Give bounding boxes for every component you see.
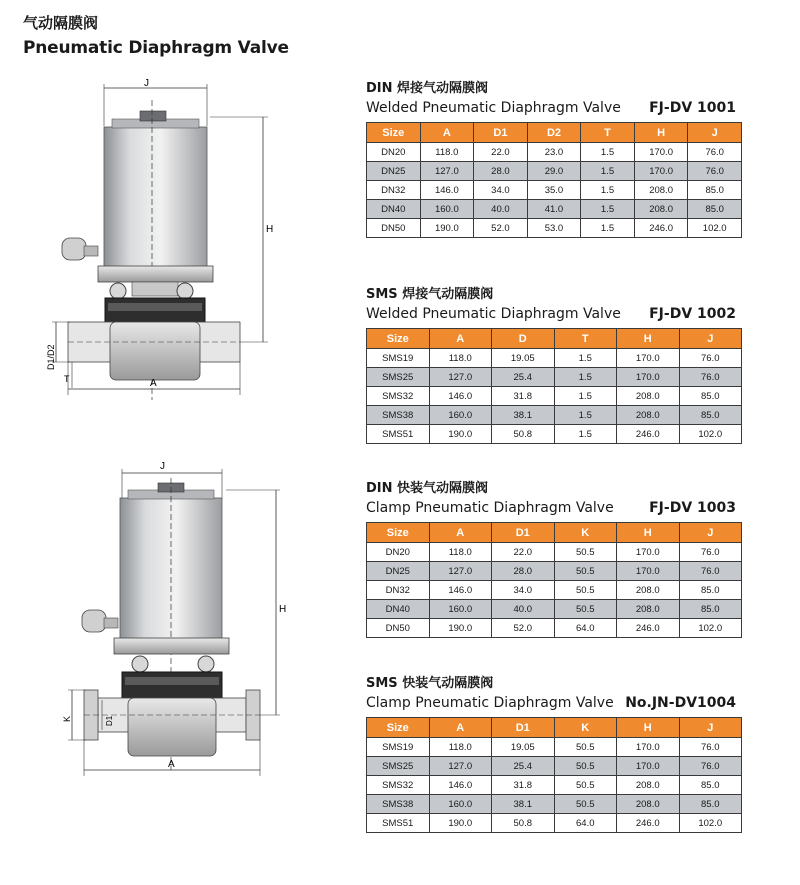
table-cell: 160.0: [429, 795, 492, 814]
table-cell: 52.0: [474, 219, 528, 238]
table-row: [367, 162, 742, 181]
dim-label-a-2: A: [168, 759, 175, 770]
table-cell: 76.0: [679, 543, 742, 562]
table-cell: 118.0: [429, 738, 492, 757]
table-cell: 76.0: [679, 349, 742, 368]
table-row: [367, 619, 742, 638]
table-cell: 208.0: [617, 581, 680, 600]
table-row: [367, 757, 742, 776]
table-cell: 22.0: [492, 543, 555, 562]
table-cell: 76.0: [679, 368, 742, 387]
column-header: H: [617, 523, 680, 543]
table-cell: 1.5: [554, 387, 617, 406]
column-header: K: [554, 523, 617, 543]
table-cell: 52.0: [492, 619, 555, 638]
table-cell: 76.0: [688, 143, 742, 162]
column-header: H: [617, 718, 680, 738]
table-row: [367, 581, 742, 600]
table-cell: 50.8: [492, 814, 555, 833]
table-header-row: [367, 123, 742, 143]
table-cell: 76.0: [679, 757, 742, 776]
table-cell: 190.0: [429, 425, 492, 444]
table-cell: 85.0: [688, 200, 742, 219]
table-cell: 118.0: [420, 143, 474, 162]
table-cell: 170.0: [617, 738, 680, 757]
table-cell: 64.0: [554, 619, 617, 638]
table-cell: 1.5: [581, 200, 635, 219]
spec-table: [366, 717, 742, 833]
section-title-cn: SMS 焊接气动隔膜阀: [366, 287, 494, 302]
column-header: A: [429, 523, 492, 543]
table-cell: DN50: [367, 619, 430, 638]
table-cell: 35.0: [527, 181, 581, 200]
table-cell: 25.4: [492, 757, 555, 776]
section-title-en: Welded Pneumatic Diaphragm Valve: [366, 306, 621, 322]
spec-section-sms-clamp: [366, 675, 742, 833]
table-cell: 170.0: [634, 162, 688, 181]
table-row: [367, 600, 742, 619]
model-code: FJ-DV 1001: [649, 100, 736, 116]
column-header: A: [429, 329, 492, 349]
dim-label-t: T: [64, 374, 70, 384]
page-title-cn: 气动隔膜阀: [23, 14, 99, 32]
table-cell: 170.0: [617, 543, 680, 562]
model-code: FJ-DV 1002: [649, 306, 736, 322]
table-cell: SMS38: [367, 795, 430, 814]
page-title-en: Pneumatic Diaphragm Valve: [23, 38, 289, 58]
table-cell: 1.5: [581, 162, 635, 181]
table-cell: SMS25: [367, 757, 430, 776]
table-cell: 28.0: [492, 562, 555, 581]
table-cell: 85.0: [679, 795, 742, 814]
welded-valve-drawing: [46, 78, 273, 400]
column-header: J: [679, 718, 742, 738]
table-cell: 146.0: [429, 776, 492, 795]
table-cell: 160.0: [420, 200, 474, 219]
table-row: [367, 814, 742, 833]
table-cell: 190.0: [420, 219, 474, 238]
table-cell: 146.0: [429, 581, 492, 600]
table-cell: 190.0: [429, 619, 492, 638]
column-header: Size: [367, 523, 430, 543]
table-cell: 64.0: [554, 814, 617, 833]
table-cell: 127.0: [429, 757, 492, 776]
column-header: D1: [474, 123, 528, 143]
table-cell: 23.0: [527, 143, 581, 162]
column-header: J: [679, 523, 742, 543]
spec-section-din-welded: [366, 80, 742, 238]
table-row: [367, 181, 742, 200]
table-row: [367, 219, 742, 238]
table-cell: 50.5: [554, 562, 617, 581]
table-cell: 170.0: [617, 757, 680, 776]
table-cell: 127.0: [429, 562, 492, 581]
table-cell: 50.5: [554, 543, 617, 562]
section-title-cn: SMS 快装气动隔膜阀: [366, 676, 494, 691]
table-cell: 146.0: [429, 387, 492, 406]
table-cell: SMS38: [367, 406, 430, 425]
dim-label-h: H: [266, 224, 274, 235]
dim-label-d1: D1: [105, 715, 114, 726]
table-row: [367, 387, 742, 406]
table-row: [367, 368, 742, 387]
table-cell: 85.0: [679, 387, 742, 406]
table-cell: 38.1: [492, 406, 555, 425]
column-header: H: [617, 329, 680, 349]
table-cell: 50.8: [492, 425, 555, 444]
column-header: T: [581, 123, 635, 143]
table-cell: 19.05: [492, 349, 555, 368]
table-header-row: [367, 329, 742, 349]
table-cell: 53.0: [527, 219, 581, 238]
table-cell: SMS32: [367, 776, 430, 795]
table-cell: 25.4: [492, 368, 555, 387]
table-cell: DN32: [367, 181, 421, 200]
column-header: Size: [367, 123, 421, 143]
table-cell: 1.5: [554, 425, 617, 444]
table-row: [367, 776, 742, 795]
table-cell: 1.5: [554, 406, 617, 425]
column-header: D: [492, 329, 555, 349]
table-cell: 41.0: [527, 200, 581, 219]
table-cell: 1.5: [554, 349, 617, 368]
section-title-en: Clamp Pneumatic Diaphragm Valve: [366, 695, 614, 711]
table-cell: 208.0: [617, 600, 680, 619]
table-cell: 85.0: [688, 181, 742, 200]
table-cell: 246.0: [634, 219, 688, 238]
table-cell: 1.5: [554, 368, 617, 387]
table-row: [367, 143, 742, 162]
table-cell: 85.0: [679, 600, 742, 619]
table-cell: 170.0: [617, 562, 680, 581]
table-row: [367, 349, 742, 368]
table-cell: 208.0: [634, 181, 688, 200]
table-cell: 85.0: [679, 406, 742, 425]
dim-label-a: A: [150, 378, 157, 389]
table-cell: DN50: [367, 219, 421, 238]
table-cell: 160.0: [429, 406, 492, 425]
table-cell: 34.0: [492, 581, 555, 600]
table-cell: DN20: [367, 543, 430, 562]
section-title-en: Clamp Pneumatic Diaphragm Valve: [366, 500, 614, 516]
table-header-row: [367, 718, 742, 738]
section-title-en: Welded Pneumatic Diaphragm Valve: [366, 100, 621, 116]
section-title-cn: DIN 焊接气动隔膜阀: [366, 81, 489, 96]
spec-table: [366, 122, 742, 238]
table-cell: 118.0: [429, 543, 492, 562]
table-cell: 76.0: [679, 562, 742, 581]
spec-section-sms-welded: [366, 286, 742, 444]
column-header: Size: [367, 329, 430, 349]
table-cell: SMS25: [367, 368, 430, 387]
clamp-valve-drawing: [62, 461, 286, 776]
table-cell: 85.0: [679, 581, 742, 600]
column-header: Size: [367, 718, 430, 738]
section-title-cn: DIN 快装气动隔膜阀: [366, 481, 489, 496]
table-header-row: [367, 523, 742, 543]
column-header: J: [679, 329, 742, 349]
table-cell: 208.0: [634, 200, 688, 219]
column-header: H: [634, 123, 688, 143]
table-cell: 190.0: [429, 814, 492, 833]
table-row: [367, 200, 742, 219]
table-cell: 118.0: [429, 349, 492, 368]
table-cell: 102.0: [688, 219, 742, 238]
table-cell: 1.5: [581, 143, 635, 162]
table-cell: 50.5: [554, 795, 617, 814]
table-cell: 127.0: [420, 162, 474, 181]
valve-drawings: [0, 0, 360, 885]
table-cell: 85.0: [679, 776, 742, 795]
table-cell: 50.5: [554, 776, 617, 795]
table-cell: 170.0: [617, 368, 680, 387]
table-cell: SMS19: [367, 738, 430, 757]
model-code: FJ-DV 1003: [649, 500, 736, 516]
table-row: [367, 543, 742, 562]
dim-label-j: J: [144, 78, 149, 89]
table-cell: 22.0: [474, 143, 528, 162]
table-row: [367, 425, 742, 444]
table-cell: 208.0: [617, 776, 680, 795]
spec-table: [366, 328, 742, 444]
table-cell: SMS32: [367, 387, 430, 406]
table-cell: 102.0: [679, 425, 742, 444]
column-header: J: [688, 123, 742, 143]
table-cell: 208.0: [617, 406, 680, 425]
table-cell: 34.0: [474, 181, 528, 200]
table-cell: DN32: [367, 581, 430, 600]
table-row: [367, 795, 742, 814]
spec-table: [366, 522, 742, 638]
table-cell: 50.5: [554, 600, 617, 619]
table-cell: 50.5: [554, 757, 617, 776]
table-cell: 50.5: [554, 581, 617, 600]
dim-label-h-2: H: [279, 604, 287, 615]
table-cell: 1.5: [581, 219, 635, 238]
table-cell: 160.0: [429, 600, 492, 619]
table-cell: SMS19: [367, 349, 430, 368]
table-cell: DN20: [367, 143, 421, 162]
table-cell: 38.1: [492, 795, 555, 814]
column-header: A: [420, 123, 474, 143]
table-cell: DN25: [367, 562, 430, 581]
dim-label-k: K: [62, 715, 72, 722]
table-cell: 31.8: [492, 387, 555, 406]
table-cell: 127.0: [429, 368, 492, 387]
table-cell: 40.0: [492, 600, 555, 619]
table-cell: 246.0: [617, 425, 680, 444]
table-cell: 1.5: [581, 181, 635, 200]
table-cell: 19.05: [492, 738, 555, 757]
table-cell: 76.0: [688, 162, 742, 181]
column-header: D1: [492, 523, 555, 543]
spec-section-din-clamp: [366, 480, 742, 638]
column-header: T: [554, 329, 617, 349]
column-header: D2: [527, 123, 581, 143]
table-row: [367, 562, 742, 581]
column-header: K: [554, 718, 617, 738]
table-row: [367, 406, 742, 425]
table-cell: DN25: [367, 162, 421, 181]
table-cell: DN40: [367, 600, 430, 619]
table-cell: 208.0: [617, 387, 680, 406]
table-cell: 29.0: [527, 162, 581, 181]
table-cell: 50.5: [554, 738, 617, 757]
column-header: D1: [492, 718, 555, 738]
dim-label-d1d2: D1/D2: [46, 344, 56, 370]
table-cell: 31.8: [492, 776, 555, 795]
table-cell: 246.0: [617, 814, 680, 833]
table-cell: 170.0: [634, 143, 688, 162]
table-cell: 40.0: [474, 200, 528, 219]
table-cell: SMS51: [367, 814, 430, 833]
table-cell: 28.0: [474, 162, 528, 181]
column-header: A: [429, 718, 492, 738]
table-cell: SMS51: [367, 425, 430, 444]
table-row: [367, 738, 742, 757]
model-code: No.JN-DV1004: [625, 695, 736, 711]
table-cell: 246.0: [617, 619, 680, 638]
table-cell: 146.0: [420, 181, 474, 200]
table-cell: DN40: [367, 200, 421, 219]
table-cell: 102.0: [679, 814, 742, 833]
table-cell: 208.0: [617, 795, 680, 814]
dim-label-j-2: J: [160, 461, 165, 472]
table-cell: 102.0: [679, 619, 742, 638]
table-cell: 76.0: [679, 738, 742, 757]
table-cell: 170.0: [617, 349, 680, 368]
